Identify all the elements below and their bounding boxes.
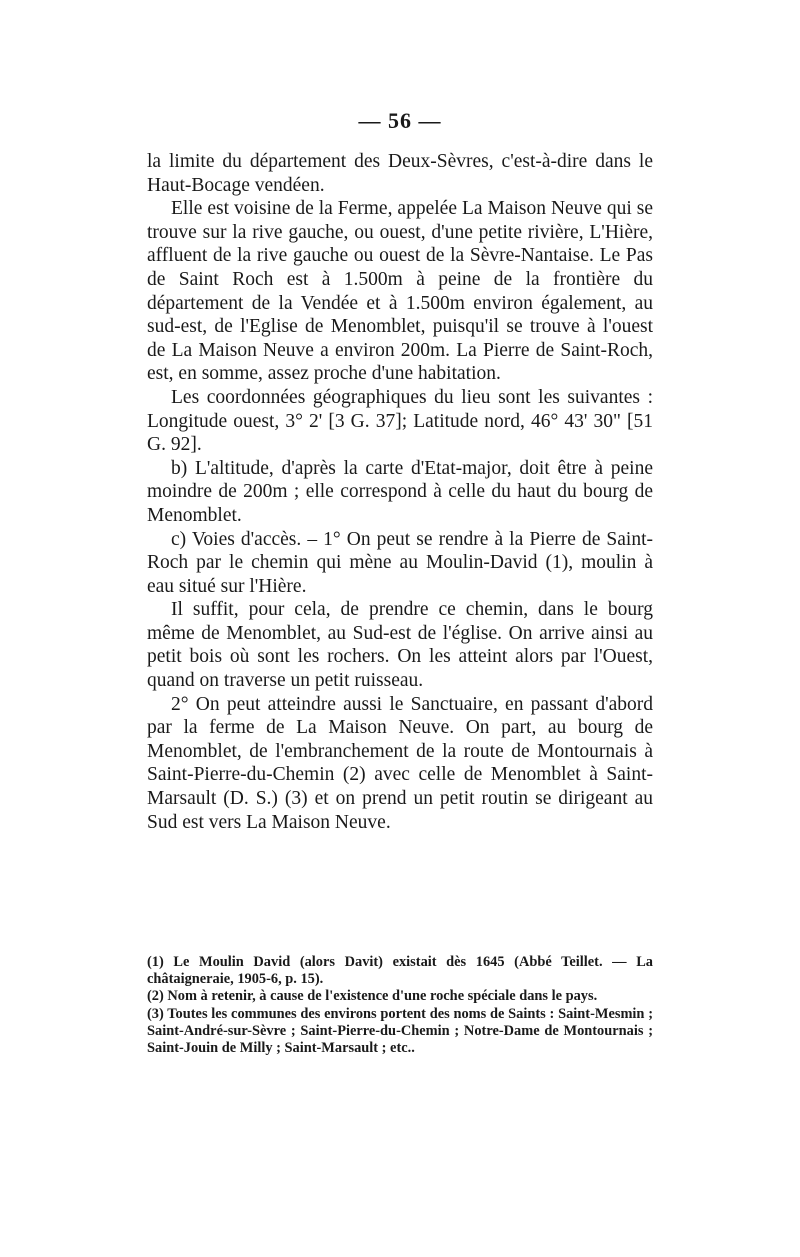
paragraph: b) L'altitude, d'après la carte d'Etat-major, doit être à peine moindre de 200m ; elle correspond à celle du haut du bourg de Menomblet. bbox=[147, 457, 653, 526]
page-number: — 56 — bbox=[358, 108, 442, 133]
footnotes bbox=[147, 954, 653, 1057]
paragraph: Elle est voisine de la Ferme, appelée La Maison Neuve qui se trouve sur la rive gauche, ou ouest, d'une petite rivière, L'Hière, affluent de la rive gauche ou ouest de la Sèvre-Nantaise. Le Pas de Saint Roch est à 1.500m à peine de la frontière du département de la Vendée et à 1.500m environ également, au sud-est, de l'Eglise de Menomblet, puisqu'il se trouve à l'ouest de La Maison Neuve a environ 200m. La Pierre de Saint-Roch, est, en somme, assez proche d'une habitation. bbox=[147, 198, 653, 385]
footnote: (2) Nom à retenir, à cause de l'existence d'une roche spéciale dans le pays. bbox=[147, 988, 598, 1005]
paragraph: 2° On peut atteindre aussi le Sanctuaire, en passant d'abord par la ferme de La Maison Neuve. On part, au bourg de Menomblet, de l'embranchement de la route de Montournais à Saint-Pierre-du-Chemin (2) avec celle de Menomblet à Saint-Marsault (D. S.) (3) et on prend un petit routin se dirigeant au Sud est vers La Maison Neuve. bbox=[147, 693, 653, 833]
paragraph: c) Voies d'accès. – 1° On peut se rendre à la Pierre de Saint-Roch par le chemin qui mène au Moulin-David (1), moulin à eau situé sur l'Hière. bbox=[147, 528, 653, 597]
paragraph: la limite du département des Deux-Sèvres, c'est-à-dire dans le Haut-Bocage vendéen. bbox=[147, 151, 653, 196]
footnote: (3) Toutes les communes des environs portent des noms de Saints : Saint-Mesmin ; Saint-André-sur-Sèvre ; Saint-Pierre-du-Chemin ; Notre-Dame de Montournais ; Saint-Jouin de Milly ; Saint-Marsault ; etc.. bbox=[147, 1005, 653, 1057]
paragraph: Il suffit, pour cela, de prendre ce chemin, dans le bourg même de Menomblet, au Sud-est de l'église. On arrive ainsi au petit bois où sont les rochers. On les atteint alors par l'Ouest, quand on traverse un petit ruisseau. bbox=[147, 599, 653, 692]
footnote: (1) Le Moulin David (alors Davit) existait dès 1645 (Abbé Teillet. — La châtaigneraie, 1905-6, p. 15). bbox=[147, 954, 653, 988]
body-text bbox=[147, 150, 653, 834]
paragraph: Les coordonnées géographiques du lieu sont les suivantes : Longitude ouest, 3° 2' [3 G. 37]; Latitude nord, 46° 43' 30" [51 G. 92]. bbox=[147, 386, 653, 456]
